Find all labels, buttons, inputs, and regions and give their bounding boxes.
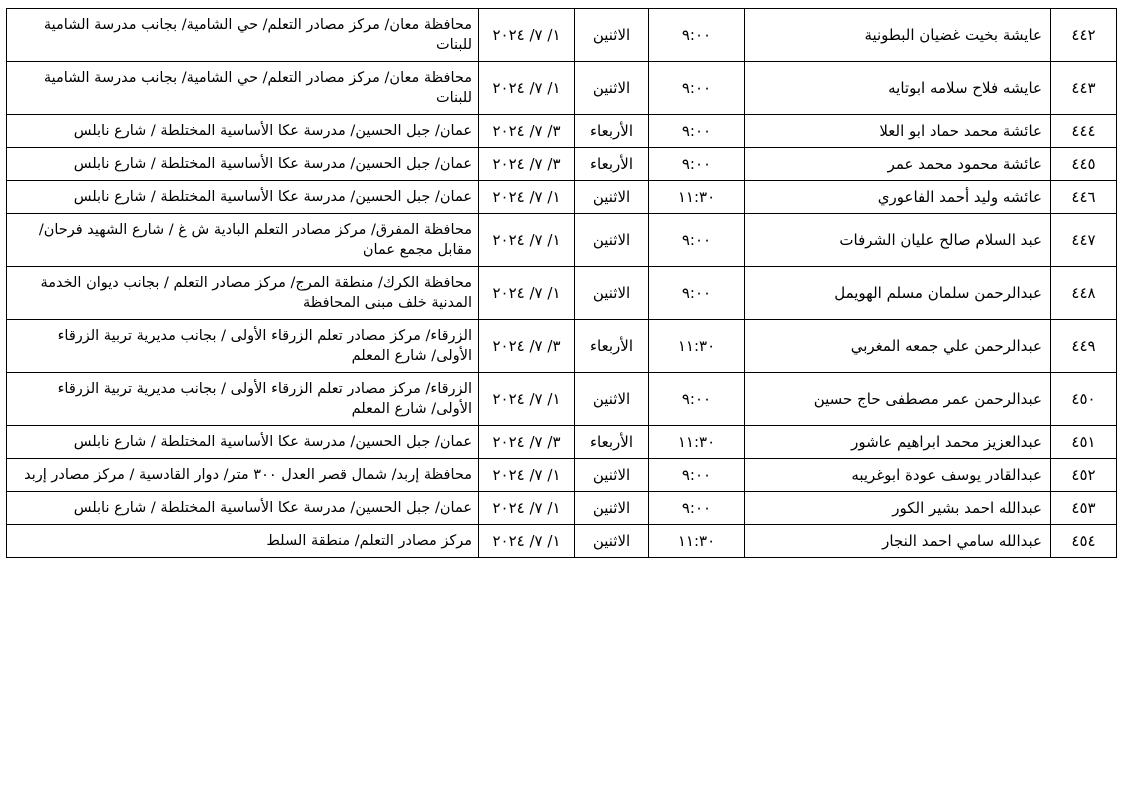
cell-name: عبدالله احمد بشير الكور bbox=[745, 492, 1051, 525]
cell-date: ٣/ ٧/ ٢٠٢٤ bbox=[479, 115, 575, 148]
schedule-table bbox=[6, 8, 1117, 558]
cell-name: عايشه فلاح سلامه ابوتايه bbox=[745, 62, 1051, 115]
cell-day: الأربعاء bbox=[575, 148, 649, 181]
cell-date: ٣/ ٧/ ٢٠٢٤ bbox=[479, 148, 575, 181]
cell-time: ٩:٠٠ bbox=[649, 62, 745, 115]
cell-day: الأربعاء bbox=[575, 426, 649, 459]
cell-number: ٤٥٠ bbox=[1051, 373, 1117, 426]
cell-name: عبدالرحمن سلمان مسلم الهويمل bbox=[745, 267, 1051, 320]
cell-date: ١/ ٧/ ٢٠٢٤ bbox=[479, 181, 575, 214]
cell-location: مركز مصادر التعلم/ منطقة السلط bbox=[7, 525, 479, 558]
cell-day: الاثنين bbox=[575, 181, 649, 214]
cell-day: الأربعاء bbox=[575, 115, 649, 148]
cell-day: الاثنين bbox=[575, 214, 649, 267]
cell-name: عبدالعزيز محمد ابراهيم عاشور bbox=[745, 426, 1051, 459]
cell-name: عائشة محمد حماد ابو العلا bbox=[745, 115, 1051, 148]
cell-time: ٩:٠٠ bbox=[649, 214, 745, 267]
cell-time: ١١:٣٠ bbox=[649, 426, 745, 459]
cell-time: ٩:٠٠ bbox=[649, 115, 745, 148]
cell-location: محافظة الكرك/ منطقة المرج/ مركز مصادر التعلم / بجانب ديوان الخدمة المدنية خلف مبنى المحافظة bbox=[7, 267, 479, 320]
cell-number: ٤٥٢ bbox=[1051, 459, 1117, 492]
cell-number: ٤٤٦ bbox=[1051, 181, 1117, 214]
cell-time: ٩:٠٠ bbox=[649, 267, 745, 320]
cell-time: ٩:٠٠ bbox=[649, 148, 745, 181]
cell-location: عمان/ جبل الحسين/ مدرسة عكا الأساسية المختلطة / شارع نابلس bbox=[7, 148, 479, 181]
table-row bbox=[7, 267, 1117, 320]
cell-location: عمان/ جبل الحسين/ مدرسة عكا الأساسية المختلطة / شارع نابلس bbox=[7, 181, 479, 214]
cell-location: عمان/ جبل الحسين/ مدرسة عكا الأساسية المختلطة / شارع نابلس bbox=[7, 115, 479, 148]
cell-day: الاثنين bbox=[575, 267, 649, 320]
cell-number: ٤٥٣ bbox=[1051, 492, 1117, 525]
cell-day: الاثنين bbox=[575, 373, 649, 426]
cell-number: ٤٤٩ bbox=[1051, 320, 1117, 373]
cell-number: ٤٥٤ bbox=[1051, 525, 1117, 558]
cell-date: ١/ ٧/ ٢٠٢٤ bbox=[479, 267, 575, 320]
cell-time: ١١:٣٠ bbox=[649, 181, 745, 214]
cell-number: ٤٤٣ bbox=[1051, 62, 1117, 115]
table-row bbox=[7, 492, 1117, 525]
table-row bbox=[7, 9, 1117, 62]
table-row bbox=[7, 62, 1117, 115]
cell-day: الاثنين bbox=[575, 62, 649, 115]
cell-number: ٤٤٢ bbox=[1051, 9, 1117, 62]
table-row bbox=[7, 459, 1117, 492]
cell-name: عبدالرحمن عمر مصطفى حاج حسين bbox=[745, 373, 1051, 426]
cell-date: ١/ ٧/ ٢٠٢٤ bbox=[479, 9, 575, 62]
cell-number: ٤٤٥ bbox=[1051, 148, 1117, 181]
table-row bbox=[7, 214, 1117, 267]
cell-day: الأربعاء bbox=[575, 320, 649, 373]
table-row bbox=[7, 148, 1117, 181]
cell-location: الزرقاء/ مركز مصادر تعلم الزرقاء الأولى / بجانب مديرية تربية الزرقاء الأولى/ شارع المعلم bbox=[7, 373, 479, 426]
cell-location: عمان/ جبل الحسين/ مدرسة عكا الأساسية المختلطة / شارع نابلس bbox=[7, 492, 479, 525]
table-row bbox=[7, 525, 1117, 558]
cell-location: محافظة معان/ مركز مصادر التعلم/ حي الشامية/ بجانب مدرسة الشامية للبنات bbox=[7, 62, 479, 115]
cell-number: ٤٥١ bbox=[1051, 426, 1117, 459]
cell-time: ١١:٣٠ bbox=[649, 320, 745, 373]
cell-time: ٩:٠٠ bbox=[649, 9, 745, 62]
cell-name: عبدالله سامي احمد النجار bbox=[745, 525, 1051, 558]
cell-day: الاثنين bbox=[575, 492, 649, 525]
cell-name: عبد السلام صالح عليان الشرفات bbox=[745, 214, 1051, 267]
cell-day: الاثنين bbox=[575, 459, 649, 492]
cell-day: الاثنين bbox=[575, 9, 649, 62]
cell-date: ١/ ٧/ ٢٠٢٤ bbox=[479, 525, 575, 558]
cell-date: ١/ ٧/ ٢٠٢٤ bbox=[479, 62, 575, 115]
cell-name: عبدالرحمن علي جمعه المغربي bbox=[745, 320, 1051, 373]
cell-date: ١/ ٧/ ٢٠٢٤ bbox=[479, 492, 575, 525]
cell-number: ٤٤٧ bbox=[1051, 214, 1117, 267]
cell-time: ١١:٣٠ bbox=[649, 525, 745, 558]
cell-date: ٣/ ٧/ ٢٠٢٤ bbox=[479, 320, 575, 373]
cell-name: عائشه وليد أحمد الفاعوري bbox=[745, 181, 1051, 214]
cell-time: ٩:٠٠ bbox=[649, 459, 745, 492]
cell-number: ٤٤٤ bbox=[1051, 115, 1117, 148]
table-row bbox=[7, 320, 1117, 373]
cell-date: ٣/ ٧/ ٢٠٢٤ bbox=[479, 426, 575, 459]
table-row bbox=[7, 373, 1117, 426]
table-body bbox=[7, 9, 1117, 558]
cell-number: ٤٤٨ bbox=[1051, 267, 1117, 320]
cell-location: محافظة إربد/ شمال قصر العدل ٣٠٠ متر/ دوار القادسية / مركز مصادر إربد bbox=[7, 459, 479, 492]
cell-location: محافظة المفرق/ مركز مصادر التعلم البادية ش غ / شارع الشهيد فرحان/ مقابل مجمع عمان bbox=[7, 214, 479, 267]
cell-date: ١/ ٧/ ٢٠٢٤ bbox=[479, 214, 575, 267]
table-row bbox=[7, 426, 1117, 459]
cell-name: عايشة بخيت غضيان البطونية bbox=[745, 9, 1051, 62]
cell-location: محافظة معان/ مركز مصادر التعلم/ حي الشامية/ بجانب مدرسة الشامية للبنات bbox=[7, 9, 479, 62]
table-row bbox=[7, 115, 1117, 148]
cell-location: الزرقاء/ مركز مصادر تعلم الزرقاء الأولى / بجانب مديرية تربية الزرقاء الأولى/ شارع المعلم bbox=[7, 320, 479, 373]
cell-time: ٩:٠٠ bbox=[649, 373, 745, 426]
cell-day: الاثنين bbox=[575, 525, 649, 558]
cell-name: عائشة محمود محمد عمر bbox=[745, 148, 1051, 181]
cell-time: ٩:٠٠ bbox=[649, 492, 745, 525]
cell-date: ١/ ٧/ ٢٠٢٤ bbox=[479, 373, 575, 426]
table-row bbox=[7, 181, 1117, 214]
cell-date: ١/ ٧/ ٢٠٢٤ bbox=[479, 459, 575, 492]
cell-location: عمان/ جبل الحسين/ مدرسة عكا الأساسية المختلطة / شارع نابلس bbox=[7, 426, 479, 459]
cell-name: عبدالقادر يوسف عودة ابوغريبه bbox=[745, 459, 1051, 492]
